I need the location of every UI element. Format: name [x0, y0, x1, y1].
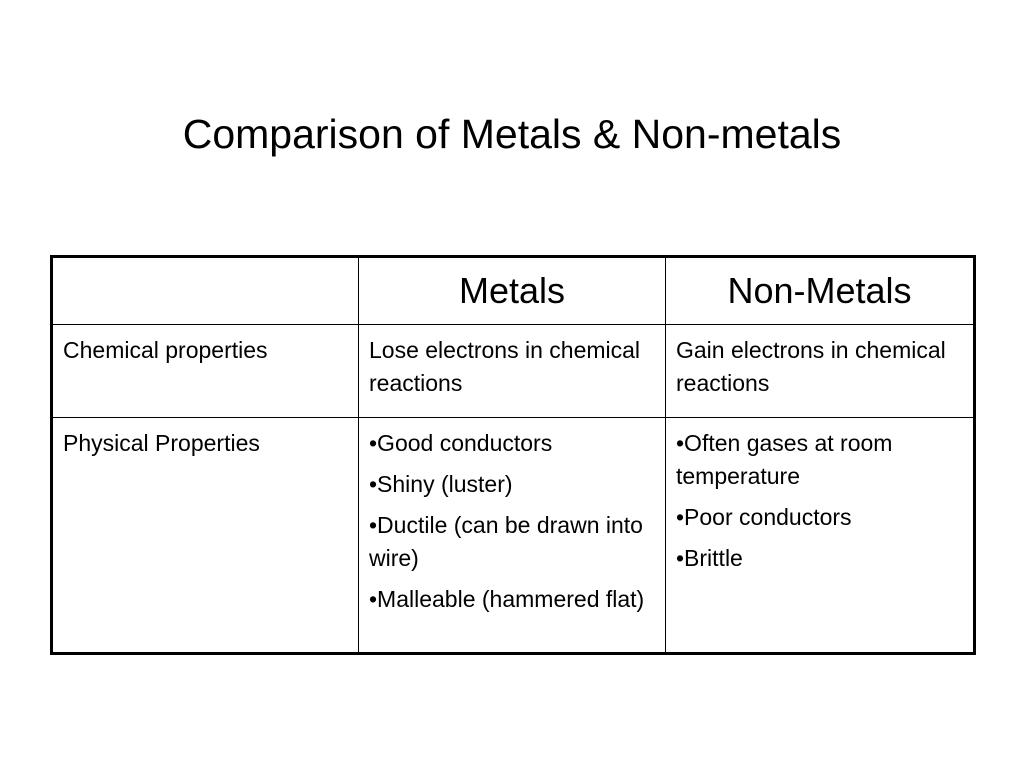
cell-non-metals-chemical: Gain electrons in chemical reactions	[666, 325, 975, 418]
table-row-chemical	[52, 325, 975, 418]
row-label-chemical: Chemical properties	[52, 325, 359, 418]
bullet-item: •Brittle	[676, 545, 743, 571]
row-label-physical: Physical Properties	[52, 418, 359, 654]
bullet-item: •Often gases at room temperature	[676, 430, 893, 489]
bullet-item: •Good conductors	[369, 430, 553, 456]
bullet-item: •Ductile (can be drawn into wire)	[369, 512, 643, 571]
header-cell-non-metals: Non-Metals	[666, 257, 975, 325]
bullet-item: •Shiny (luster)	[369, 471, 513, 497]
table-row-physical	[52, 418, 975, 654]
cell-metals-physical	[359, 418, 666, 654]
table-header-row	[52, 257, 975, 325]
cell-metals-chemical: Lose electrons in chemical reactions	[359, 325, 666, 418]
comparison-table	[50, 255, 976, 655]
bullet-item: •Poor conductors	[676, 504, 852, 530]
header-cell-empty	[52, 257, 359, 325]
cell-non-metals-physical	[666, 418, 975, 654]
header-cell-metals: Metals	[359, 257, 666, 325]
bullet-item: •Malleable (hammered flat)	[369, 586, 645, 612]
slide-title: Comparison of Metals & Non-metals	[182, 111, 842, 157]
